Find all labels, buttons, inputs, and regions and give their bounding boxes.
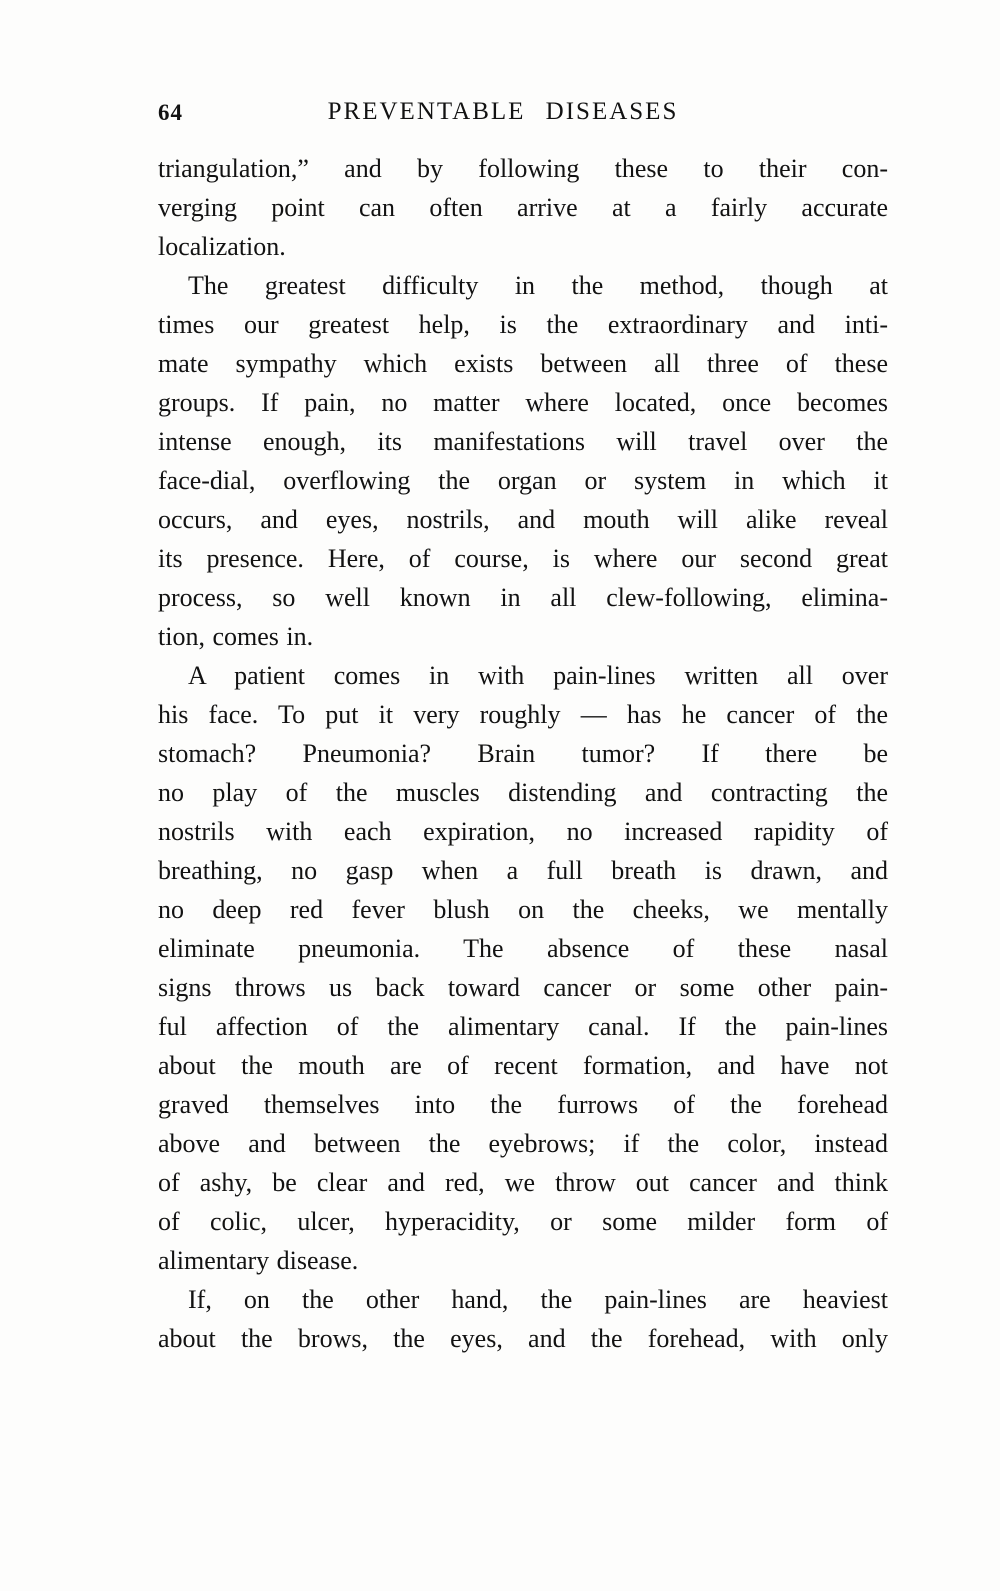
text-line: his face. To put it very roughly — has he cancer of the [158, 700, 888, 729]
text-line: of colic, ulcer, hyperacidity, or some milder form of [158, 1207, 888, 1236]
text-line: nostrils with each expiration, no increased rapidity of [158, 817, 888, 846]
text-line: verging point can often arrive at a fairly accurate [158, 193, 888, 222]
running-title: PREVENTABLE DISEASES [327, 98, 679, 125]
text-line: face-dial, overflowing the organ or system in which it [158, 466, 888, 495]
text-line: eliminate pneumonia. The absence of these nasal [158, 934, 888, 963]
page-header [158, 98, 888, 128]
text-line: breathing, no gasp when a full breath is drawn, and [158, 856, 888, 885]
text-line: process, so well known in all clew-following, elimina- [158, 583, 888, 612]
text-line: signs throws us back toward cancer or some other pain- [158, 973, 888, 1002]
text-line: If, on the other hand, the pain-lines are heaviest [188, 1285, 888, 1314]
paragraph [158, 1280, 888, 1358]
text-line: of ashy, be clear and red, we throw out cancer and think [158, 1168, 888, 1197]
text-line: ful affection of the alimentary canal. If the pain-lines [158, 1012, 888, 1041]
text-line: localization. [158, 232, 286, 261]
text-line: above and between the eyebrows; if the color, instead [158, 1129, 888, 1158]
paragraph [158, 149, 888, 266]
text-line: mate sympathy which exists between all three of these [158, 349, 888, 378]
text-body [158, 149, 888, 1358]
text-line: tion, comes in. [158, 622, 314, 651]
text-line: no deep red fever blush on the cheeks, we mentally [158, 895, 888, 924]
paragraph [158, 656, 888, 1280]
text-line: triangulation,” and by following these to their con- [158, 154, 888, 183]
page-number: 64 [158, 100, 183, 125]
text-line: no play of the muscles distending and contracting the [158, 778, 888, 807]
text-line: about the brows, the eyes, and the forehead, with only [158, 1324, 888, 1353]
text-line: groups. If pain, no matter where located, once becomes [158, 388, 888, 417]
text-line: stomach? Pneumonia? Brain tumor? If there be [158, 739, 888, 768]
text-line: graved themselves into the furrows of the forehead [158, 1090, 888, 1119]
text-line: times our greatest help, is the extraordinary and inti- [158, 310, 888, 339]
text-line: A patient comes in with pain-lines written all over [188, 661, 888, 690]
text-line: its presence. Here, of course, is where our second great [158, 544, 888, 573]
text-line: The greatest difficulty in the method, though at [188, 271, 888, 300]
text-line: occurs, and eyes, nostrils, and mouth will alike reveal [158, 505, 888, 534]
text-line: intense enough, its manifestations will travel over the [158, 427, 888, 456]
paragraph [158, 266, 888, 656]
text-line: alimentary disease. [158, 1246, 359, 1275]
text-line: about the mouth are of recent formation, and have not [158, 1051, 888, 1080]
